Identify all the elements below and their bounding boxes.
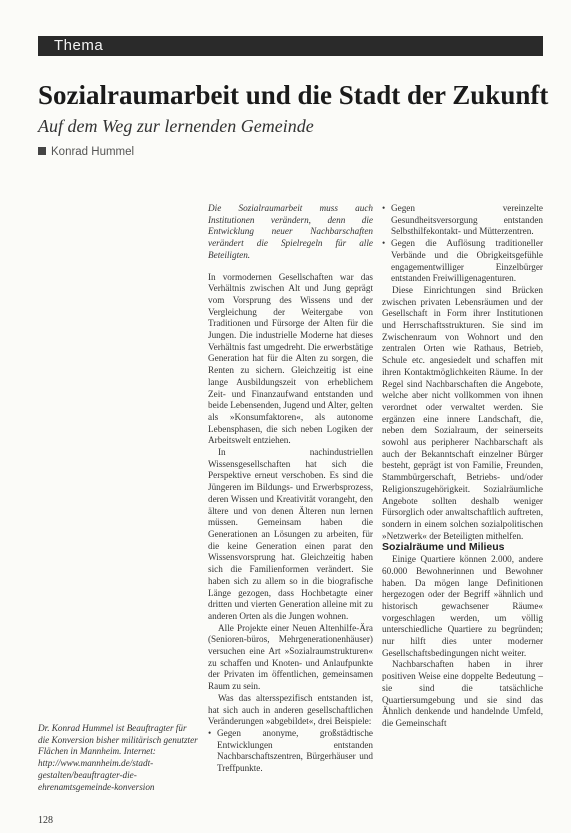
list-item-text: Gegen vereinzelte Gesundheitsversorgung entstanden Selbsthilfekontakt- und Mütterzentren. xyxy=(391,203,543,237)
square-bullet-icon xyxy=(38,147,46,155)
section-heading: Sozialräume und Milieus xyxy=(382,541,505,554)
body-paragraph: Nachbarschaften haben in ihrer positiven Weise eine doppelte Bedeutung – sie sind die tatsächliche Quartiersumgebung und sie sind das Ähnlich denkende und handelnde Umfeld, die Gemeinschaft xyxy=(382,659,543,728)
page-number: 128 xyxy=(38,815,53,826)
text-column-1 xyxy=(208,203,373,775)
bullet-icon: • xyxy=(208,727,212,738)
list-item-text: Gegen die Auflösung traditioneller Verbände und die Obrigkeitsgefühle engagementwilliger Einzelbürger entstanden Freiwilligenagenturen. xyxy=(391,238,543,284)
bullet-list xyxy=(208,728,373,775)
list-item xyxy=(382,203,543,238)
bullet-icon: • xyxy=(382,203,386,213)
bullet-list xyxy=(382,203,543,285)
author-bio: Dr. Konrad Hummel ist Beauftragter für die Konversion bisher militärisch genutzter Flächen in Mannheim. Internet: http://www.mannheim.de/stadt-gestalten/beauftragter-die-ehrenamtsgemeinde-konversion xyxy=(38,723,198,792)
text-column-2 xyxy=(382,203,543,730)
list-item xyxy=(208,728,373,775)
body-paragraph: In vormodernen Gesellschaften war das Verhältnis zwischen Alt und Jung geprägt vom Vorsprung des Wissens und der Vergleichung der Weitergabe von Traditionen und Fürsorge der Alten für die Jungen. Die industrielle Moderne hat dieses Verhältnis fast umgedreht. Die erwerbstätige Generation hat für die Alten zu sorgen, die Renten zu sichern. Gleichzeitig ist eine lange Ausbildungszeit von erheblichem Zeit- und Finanzaufwand entstanden und beide Lebensenden, Jugend und Alter, gelten als »Konsumfaktoren«, als autonome Lebensphasen, die sich neben Logiken der Arbeitswelt entziehen. xyxy=(208,271,373,446)
body-paragraph: Diese Einrichtungen sind Brücken zwischen privaten Lebensräumen und der Gesellschaft in Form ihrer Institutionen und Herrschaftsstrukturen. Sie sind im Zwischenraum von Wohnort und den zentralen Orten wie Rathaus, Betrieb, Schule etc. angesiedelt und schaffen mit ihren Kontaktmöglichkeiten Räume. In der Regel sind Nachbarschaften die Angebote, welche aber nicht vollkommen von ihnen verordnet oder verwaltet werden. Sie ergänzen eine innere Landschaft, die, neben dem Sozialraum, der seinerseits sowohl aus peripherer Nachbarschaft als auch der Bekanntschaft einzelner Bürger besteht, geprägt ist von Familie, Freunden, Stammbürgerschaft, Betriebs- und/oder Religionszugehörigkeit. Sozialräumliche Angebote sollten deshalb weniger Fürsorglich oder anwaltschaftlich auftreten, sondern in einem solchen sozialpolitischen »Netzwerk« der Beteiligten mithelfen. xyxy=(382,284,543,541)
section-banner xyxy=(38,36,543,56)
bullet-icon: • xyxy=(382,238,386,249)
author-line xyxy=(38,146,134,158)
intro-paragraph: Die Sozialraumarbeit muss auch Institutionen verändern, denn die Entwicklung neuer Nachbarschaften verändert die Spielregeln für alle Beteiligten. xyxy=(208,203,373,260)
body-paragraph: In nachindustriellen Wissensgesellschaften hat sich die Perspektive erneut verschoben. Es sind die Jüngeren im Bildungs- und Erwerbsprozess, deren Wissen und Kreativität vorangeht, den ältere und von denen Älteren nun lernen müssen. Gemeinsam haben die Generationen an Lösungen zu arbeiten, für die keine Generation einen parat den Wissensvorsprung hat. Gleichzeitig haben sich die Familienformen verändert. Sie haben sich zu allem so in die biografische Länge gezogen, dass Hochbetagte einer dritten und vierten Generation alleine mit zu anderen Orten als die Jungen wohnen. xyxy=(208,447,373,621)
body-paragraph: Alle Projekte einer Neuen Altenhilfe-Ära (Senioren-büros, Mehrgenerationenhäuser) versuchen eine Art »Sozialraumstrukturen« zu schaffen und Knoten- und Anlaufpunkte der Privaten im öffentlichen, gemeinsamen Raum zu sein. xyxy=(208,622,373,692)
list-item xyxy=(382,238,543,285)
author-name: Konrad Hummel xyxy=(51,146,135,158)
article-title: Sozialraumarbeit und die Stadt der Zukunft xyxy=(38,80,549,110)
body-paragraph: Was das altersspezifisch entstanden ist, hat sich auch in anderen gesellschaftlichen Veränderungen »abgebildet«, drei Beispiele: xyxy=(208,692,373,727)
section-label: Thema xyxy=(54,37,104,54)
article-subtitle: Auf dem Weg zur lernenden Gemeinde xyxy=(38,116,314,136)
body-paragraph: Einige Quartiere können 2.000, andere 60.000 Bewohnerinnen und Bewohner haben. Da mögen lange Definitionen hergezogen oder der Begriff »ähnlich und historisch gewachsener Räume« vorgeschlagen werden, um völlig unterschiedliche Quartiere zu begründen; nur hilft dies unter moderner Gesellschaftsbedingungen nicht weiter. xyxy=(382,554,543,658)
list-item-text: Gegen anonyme, großstädtische Entwicklungen entstanden Nachbarschaftszentren, Bürgerhäuser und Treffpunkte. xyxy=(217,727,373,774)
